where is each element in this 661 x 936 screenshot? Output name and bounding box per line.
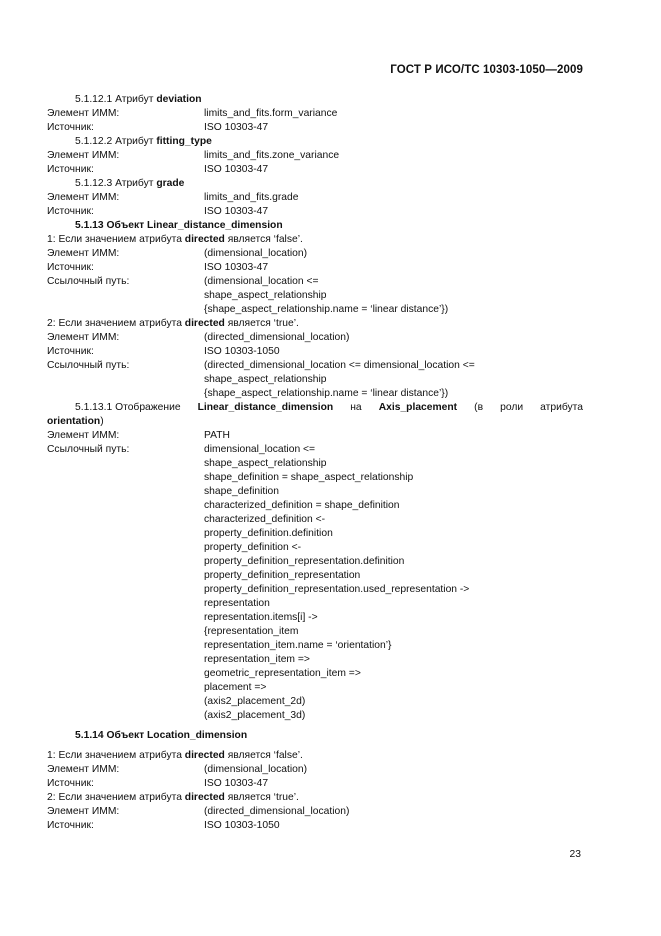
mapping-row: Элемент ИММ: limits_and_fits.zone_variance [47,150,340,161]
reference-path-row: representation_item.name = ‘orientation’} [204,640,392,651]
reference-path-row: representation.items[i] -> [204,612,318,623]
attribute-heading: 5.1.12.1 Атрибут deviation [75,94,202,105]
reference-path-row: placement => [204,682,267,693]
section-heading: 5.1.14 Объект Location_dimension [75,730,248,741]
reference-path-row: {shape_aspect_relationship.name = ‘linear distance’}) [204,304,449,315]
reference-path-row: {representation_item [204,626,299,637]
mapping-row: Элемент ИММ: PATH [47,430,230,441]
reference-path-row: Ссылочный путь: (directed_dimensional_location <= dimensional_location <= [47,360,475,371]
mapping-heading: 5.1.13.1 Отображение Linear_distance_dimension на Axis_placement (в роли атрибута [75,402,583,413]
reference-path-row: {shape_aspect_relationship.name = ‘linear distance’}) [204,388,449,399]
attribute-heading: 5.1.12.3 Атрибут grade [75,178,185,189]
mapping-row: Источник: ISO 10303-47 [47,164,269,175]
reference-path-row: shape_definition [204,486,279,497]
page-content [47,93,583,833]
condition-line: 1: Если значением атрибута directed является ‘false’. [47,234,303,245]
reference-path-row: Ссылочный путь: dimensional_location <= [47,444,316,455]
mapping-row: Элемент ИММ: (dimensional_location) [47,248,308,259]
reference-path-row: shape_definition = shape_aspect_relationship [204,472,414,483]
section-heading: 5.1.13 Объект Linear_distance_dimension [75,220,283,231]
reference-path-row: representation [204,598,270,609]
reference-path-row: property_definition_representation.used_representation -> [204,584,470,595]
mapping-row: Элемент ИММ: (directed_dimensional_location) [47,332,350,343]
mapping-row: Элемент ИММ: limits_and_fits.form_variance [47,108,338,119]
mapping-row: Элемент ИММ: (directed_dimensional_location) [47,806,350,817]
reference-path-row: (axis2_placement_2d) [204,696,306,707]
mapping-row: Источник: ISO 10303-47 [47,122,269,133]
mapping-row: Источник: ISO 10303-1050 [47,346,280,357]
condition-line: 1: Если значением атрибута directed является ‘false’. [47,750,303,761]
reference-path-row: shape_aspect_relationship [204,290,327,301]
reference-path-row: Ссылочный путь: (dimensional_location <= [47,276,319,287]
reference-path-row: shape_aspect_relationship [204,458,327,469]
mapping-row: Элемент ИММ: (dimensional_location) [47,764,308,775]
page-number: 23 [569,849,581,860]
reference-path-row: property_definition.definition [204,528,333,539]
mapping-heading-continuation: orientation) [47,416,104,427]
reference-path-row: property_definition <- [204,542,302,553]
document-header: ГОСТ Р ИСО/ТС 10303-1050—2009 [390,64,583,76]
reference-path-row: (axis2_placement_3d) [204,710,306,721]
mapping-row: Источник: ISO 10303-1050 [47,820,280,831]
reference-path-row: property_definition_representation [204,570,361,581]
reference-path-block [47,443,583,723]
reference-path-row: characterized_definition = shape_definition [204,500,400,511]
condition-line: 2: Если значением атрибута directed является ‘true’. [47,318,299,329]
reference-path-row: geometric_representation_item => [204,668,361,679]
reference-path-row: representation_item => [204,654,310,665]
reference-path-row: property_definition_representation.definition [204,556,405,567]
mapping-row: Источник: ISO 10303-47 [47,206,269,217]
reference-path-row: shape_aspect_relationship [204,374,327,385]
condition-line: 2: Если значением атрибута directed является ‘true’. [47,792,299,803]
mapping-row: Элемент ИММ: limits_and_fits.grade [47,192,299,203]
attribute-heading: 5.1.12.2 Атрибут fitting_type [75,136,212,147]
reference-path-row: characterized_definition <- [204,514,326,525]
mapping-row: Источник: ISO 10303-47 [47,778,269,789]
mapping-row: Источник: ISO 10303-47 [47,262,269,273]
